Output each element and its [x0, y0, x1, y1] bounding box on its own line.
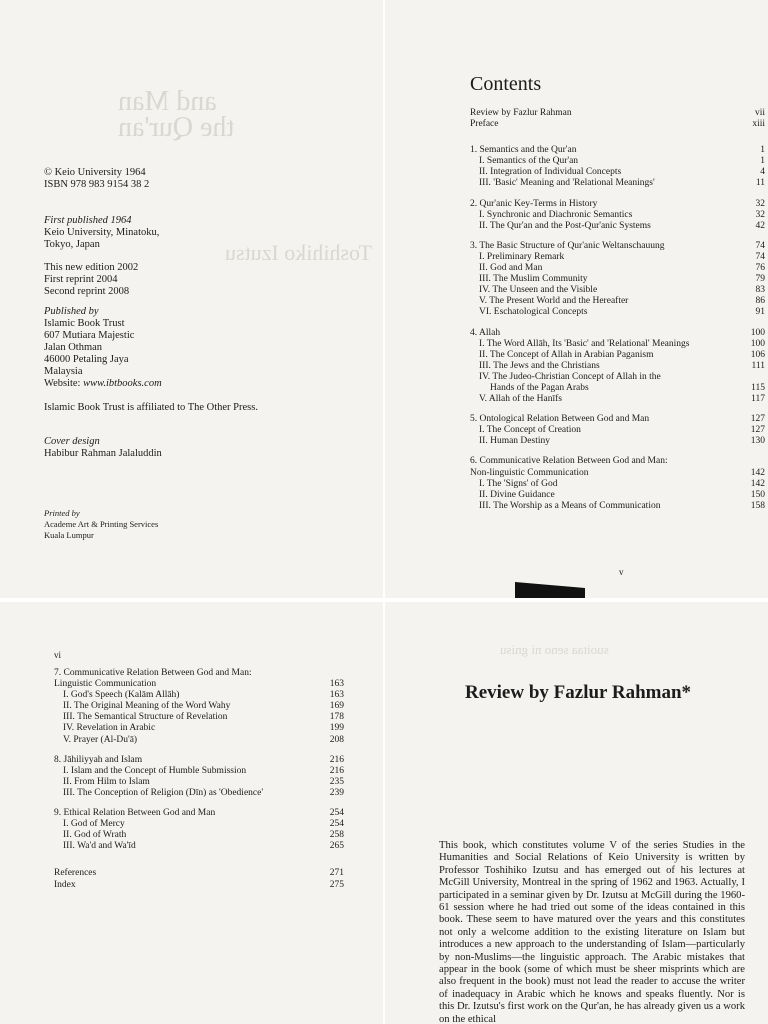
toc-section[interactable] — [470, 468, 765, 479]
toc-chapter[interactable] — [54, 808, 344, 819]
toc-page-number: 178 — [329, 712, 344, 723]
toc-page-number: 117 — [751, 394, 765, 405]
contents-title: Contents — [470, 73, 542, 95]
toc-label: 9. Ethical Relation Between God and Man — [54, 808, 216, 819]
toc-page-number: 199 — [329, 723, 344, 734]
toc-section[interactable] — [54, 841, 344, 852]
toc-page-number: 111 — [751, 360, 765, 371]
toc-page-number — [741, 372, 765, 383]
toc-section[interactable] — [470, 490, 765, 501]
toc-section[interactable] — [470, 274, 765, 285]
bleed-through-text: the Qur'an — [118, 112, 235, 143]
toc-section[interactable] — [54, 735, 344, 746]
toc-section[interactable] — [54, 788, 344, 799]
contents-continued-page — [0, 602, 383, 1024]
publisher-line: 607 Mutiara Majestic — [44, 330, 135, 341]
toc-label: VI. Eschatological Concepts — [479, 307, 588, 318]
toc-page-number: 1 — [760, 145, 765, 156]
cover-design-block — [44, 436, 162, 460]
toc-section[interactable] — [54, 766, 344, 777]
toc-label: V. Allah of the Hanīfs — [479, 394, 562, 405]
toc-page-number: 235 — [329, 776, 344, 787]
toc-page-number: 142 — [750, 478, 765, 489]
toc-label: II. God of Wrath — [63, 830, 127, 841]
toc-section[interactable] — [470, 339, 765, 350]
printed-by-block — [44, 508, 158, 541]
toc-page-number: 127 — [750, 425, 765, 436]
toc-section[interactable] — [470, 221, 765, 232]
toc-label: II. Divine Guidance — [479, 489, 555, 500]
toc-label: I. Preliminary Remark — [479, 251, 565, 262]
toc-page-number: 115 — [751, 382, 765, 393]
toc-label: 6. Communicative Relation Between God and Man: — [470, 456, 668, 467]
toc-page-number: 91 — [755, 307, 765, 318]
toc-label: Review by Fazlur Rahman — [470, 108, 572, 118]
page-number: vi — [54, 650, 62, 660]
toc-section[interactable] — [54, 819, 344, 830]
toc-label: III. The Worship as a Means of Communication — [479, 500, 661, 511]
toc-page-number: 76 — [755, 263, 765, 274]
toc-label: III. The Semantical Structure of Revelation — [63, 712, 228, 723]
toc-label: V. Prayer (Al-Du'ā) — [63, 734, 138, 745]
toc-page-number: 83 — [755, 285, 765, 296]
toc-label: IV. The Judeo-Christian Concept of Allah in the — [479, 371, 661, 382]
toc-page-number: 100 — [750, 327, 765, 338]
toc-section[interactable] — [470, 394, 765, 405]
toc-section[interactable] — [470, 383, 765, 394]
toc-section[interactable] — [54, 830, 344, 841]
review-page — [385, 602, 768, 1024]
edition-line: Second reprint 2008 — [44, 286, 130, 297]
toc-label: III. Wa'd and Wa'īd — [63, 841, 136, 852]
toc-page-number: 169 — [329, 701, 344, 712]
toc-chapter[interactable] — [470, 456, 765, 467]
review-body: This book, which constitutes volume V of the series Studies in the Humanities and Social Relations of Keio University is written by Professor Toshihiko Izutsu and has emerged out of his lectures at McGill University, Montreal in the spring of 1962 and 1963. Actually, I participated in a seminar given by Dr. Izutsu at McGill during the 1960-61 session where he had tried out some of the ideas contained in this book. These seem to have matured over the years and this constitutes not only a welcome addition to the existing literature on Islam but introduces a new approach to the understanding of Islam—particularly by non-Muslims—the linguistic approach. The Arabic mistakes that appear in the book (some of which must be sheer misprints which are also frequent in the book) must not lead the reader to accuse the writer of inadequacy in Arabic which he knows and speaks fluently. Nor is this Dr. Izutsu's first work on the Qur'an, he has already given us a work on the ethical — [439, 840, 745, 1024]
website-line: Website: www.ibtbooks.com — [44, 378, 162, 389]
contents-continued-list — [54, 668, 344, 891]
toc-page-number: 32 — [755, 198, 765, 209]
toc-page-number: 254 — [329, 808, 344, 819]
toc-section[interactable] — [470, 263, 765, 274]
toc-page-number: xiii — [752, 119, 765, 130]
toc-page-number: 142 — [750, 467, 765, 478]
toc-page-number: 216 — [329, 765, 344, 776]
website-link[interactable]: www.ibtbooks.com — [83, 378, 162, 389]
toc-section[interactable] — [470, 436, 765, 447]
toc-back-entry[interactable] — [54, 868, 344, 879]
copyright-page — [0, 0, 383, 598]
toc-page-number: 239 — [329, 787, 344, 798]
toc-section[interactable] — [54, 712, 344, 723]
review-title: Review by Fazlur Rahman* — [465, 682, 692, 703]
editions-block — [44, 262, 138, 298]
published-by-block — [44, 306, 162, 390]
toc-section[interactable] — [470, 252, 765, 263]
toc-label: IV. Revelation in Arabic — [63, 723, 156, 734]
isbn-line: ISBN 978 983 9154 38 2 — [44, 179, 150, 190]
toc-label: 3. The Basic Structure of Qur'anic Weltanschauung — [470, 240, 665, 251]
toc-page-number — [320, 668, 344, 679]
toc-back-entry[interactable] — [54, 880, 344, 891]
toc-page-number: 42 — [755, 220, 765, 231]
toc-section[interactable] — [470, 210, 765, 221]
toc-label: Preface — [470, 119, 499, 130]
toc-section[interactable] — [54, 723, 344, 734]
toc-label: III. 'Basic' Meaning and 'Relational Meanings' — [479, 178, 655, 189]
bleed-through-text: Toshihiko Izutsu — [225, 240, 372, 265]
toc-page-number: 163 — [329, 690, 344, 701]
affiliation-line: Islamic Book Trust is affiliated to The Other Press. — [44, 402, 258, 413]
toc-page-number: vii — [754, 108, 765, 118]
toc-label: 7. Communicative Relation Between God and Man: — [54, 668, 252, 678]
cover-designer: Habibur Rahman Jalaluddin — [44, 448, 162, 459]
toc-label: III. The Muslim Community — [479, 274, 588, 285]
copyright-block — [44, 167, 149, 191]
copyright-line: © Keio University 1964 — [44, 167, 146, 178]
toc-label: II. The Concept of Allah in Arabian Paganism — [479, 349, 654, 360]
toc-page-number: 11 — [755, 178, 765, 189]
toc-page-number: 275 — [329, 879, 344, 890]
toc-page-number: 265 — [329, 841, 344, 852]
bleed-through-text: and Man — [118, 86, 217, 117]
toc-chapter[interactable] — [470, 145, 765, 156]
toc-label: I. The Word Allāh, Its 'Basic' and 'Relational' Meanings — [479, 338, 690, 349]
toc-section[interactable] — [54, 690, 344, 701]
publisher-original-line: Tokyo, Japan — [44, 239, 100, 250]
toc-label: 2. Qur'anic Key-Terms in History — [470, 198, 598, 209]
toc-page-number: 32 — [755, 209, 765, 220]
published-by-label: Published by — [44, 306, 99, 317]
publisher-line: Jalan Othman — [44, 342, 103, 353]
toc-label: II. God and Man — [479, 263, 543, 274]
toc-page-number: 4 — [760, 167, 765, 178]
toc-section[interactable] — [470, 425, 765, 436]
printer-line: Kuala Lumpur — [44, 530, 94, 540]
toc-page-number: 216 — [329, 754, 344, 765]
toc-chapter[interactable] — [470, 414, 765, 425]
contents-list — [470, 108, 765, 512]
toc-section[interactable] — [470, 296, 765, 307]
toc-label: III. The Conception of Religion (Dīn) as 'Obedience' — [63, 787, 264, 798]
first-published-label: First published 1964 — [44, 215, 132, 226]
page-number: v — [619, 567, 624, 577]
toc-section[interactable] — [470, 361, 765, 372]
toc-label: II. Integration of Individual Concepts — [479, 167, 622, 178]
toc-page-number — [741, 456, 765, 467]
toc-label: Index — [54, 879, 76, 890]
toc-label: 4. Allah — [470, 327, 501, 338]
toc-page-number: 74 — [755, 240, 765, 251]
toc-label: II. The Original Meaning of the Word Wahy — [63, 701, 231, 712]
toc-label: Linguistic Communication — [54, 679, 157, 690]
publisher-line: Malaysia — [44, 366, 83, 377]
toc-label: 1. Semantics and the Qur'an — [470, 145, 577, 156]
first-published-block — [44, 215, 159, 251]
toc-label: I. Synchronic and Diachronic Semantics — [479, 209, 633, 220]
toc-label: II. The Qur'an and the Post-Qur'anic Systems — [479, 220, 651, 231]
publisher-original-line: Keio University, Minatoku, — [44, 227, 160, 238]
toc-page-number: 258 — [329, 830, 344, 841]
toc-chapter[interactable] — [54, 668, 344, 679]
toc-chapter[interactable] — [470, 199, 765, 210]
printer-line: Academe Art & Printing Services — [44, 519, 159, 529]
toc-label: References — [54, 868, 97, 879]
toc-front-entry[interactable] — [470, 119, 765, 130]
publisher-line: Islamic Book Trust — [44, 318, 125, 329]
toc-section[interactable] — [54, 701, 344, 712]
edition-line: First reprint 2004 — [44, 274, 118, 285]
toc-section[interactable] — [470, 501, 765, 512]
toc-label: I. God's Speech (Kalām Allāh) — [63, 690, 180, 701]
toc-chapter[interactable] — [470, 328, 765, 339]
toc-label: III. The Jews and the Christians — [479, 360, 600, 371]
toc-label: 8. Jāhiliyyah and Islam — [54, 754, 143, 765]
toc-label: I. The Concept of Creation — [479, 425, 581, 436]
toc-page-number: 79 — [755, 274, 765, 285]
toc-section[interactable] — [470, 156, 765, 167]
toc-label: I. The 'Signs' of God — [479, 478, 558, 489]
toc-page-number: 106 — [750, 349, 765, 360]
toc-label: IV. The Unseen and the Visible — [479, 285, 598, 296]
toc-chapter[interactable] — [54, 755, 344, 766]
toc-section[interactable] — [470, 285, 765, 296]
toc-label: II. Human Destiny — [479, 436, 550, 447]
toc-label: II. From Hilm to Islam — [63, 776, 150, 787]
toc-page-number: 163 — [329, 679, 344, 690]
toc-section[interactable] — [470, 350, 765, 361]
contents-page — [385, 0, 768, 598]
toc-section[interactable] — [54, 679, 344, 690]
toc-section[interactable] — [470, 372, 765, 383]
page-shadow — [515, 582, 585, 598]
toc-label: I. Semantics of the Qur'an — [479, 156, 579, 167]
toc-front-entry[interactable] — [470, 108, 765, 119]
toc-label: V. The Present World and the Hereafter — [479, 296, 629, 307]
edition-line: This new edition 2002 — [44, 262, 139, 273]
toc-chapter[interactable] — [470, 241, 765, 252]
toc-section[interactable] — [470, 167, 765, 178]
toc-label: I. God of Mercy — [63, 819, 125, 830]
cover-design-label: Cover design — [44, 436, 100, 447]
toc-page-number: 254 — [329, 819, 344, 830]
toc-section[interactable] — [470, 479, 765, 490]
toc-page-number: 150 — [750, 489, 765, 500]
toc-page-number: 208 — [329, 734, 344, 745]
toc-label: I. Islam and the Concept of Humble Submission — [63, 765, 247, 776]
toc-label: 5. Ontological Relation Between God and Man — [470, 414, 650, 425]
toc-label: Non-linguistic Communication — [470, 467, 589, 478]
toc-page-number: 271 — [329, 868, 344, 879]
printed-by-label: Printed by — [44, 508, 80, 518]
toc-page-number: 158 — [750, 500, 765, 511]
toc-section[interactable] — [54, 777, 344, 788]
toc-page-number: 86 — [755, 296, 765, 307]
toc-page-number: 1 — [760, 156, 765, 167]
toc-section[interactable] — [470, 307, 765, 318]
toc-section[interactable] — [470, 178, 765, 189]
toc-label: Hands of the Pagan Arabs — [490, 382, 589, 393]
toc-page-number: 74 — [755, 251, 765, 262]
publisher-line: 46000 Petaling Jaya — [44, 354, 129, 365]
toc-page-number: 127 — [750, 414, 765, 425]
toc-page-number: 100 — [750, 338, 765, 349]
toc-page-number: 130 — [750, 436, 765, 447]
bleed-through-text: suoitaa seno ni gnisu — [500, 642, 609, 657]
